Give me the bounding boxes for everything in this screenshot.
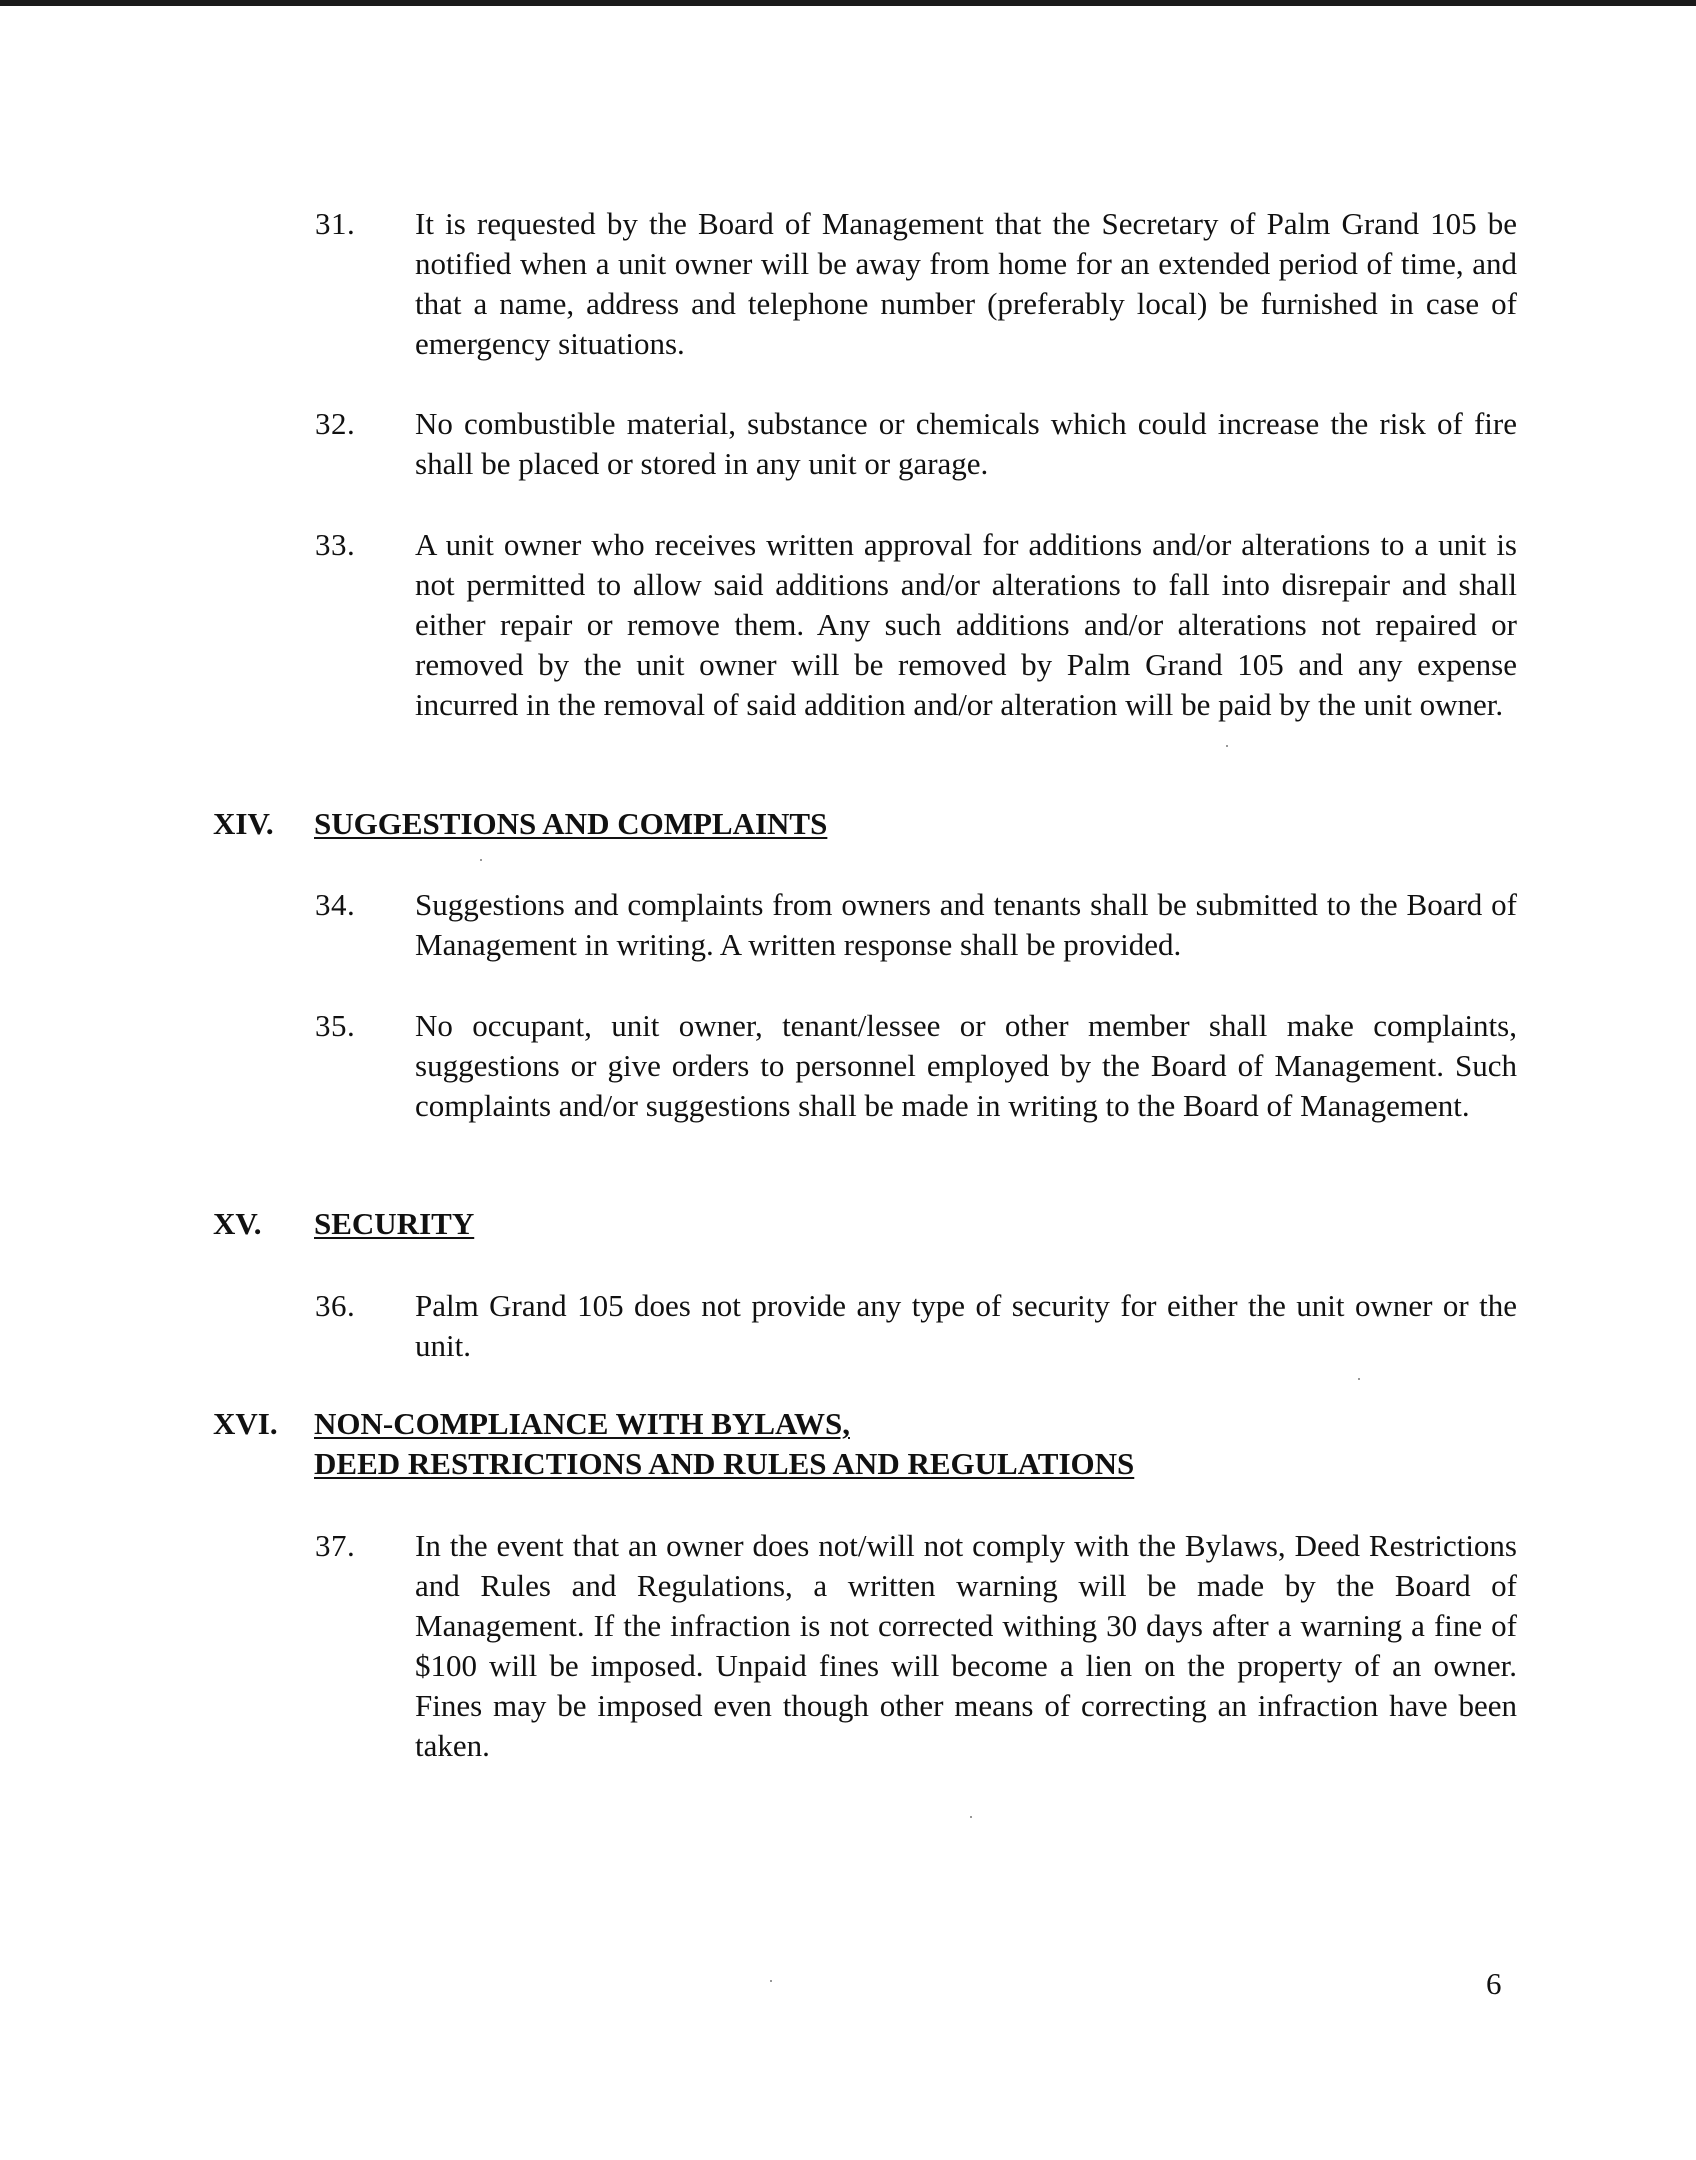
rule-text: In the event that an owner does not/will not comply with the Bylaws, Deed Restrictions and Rules and Regulations, a written warning will be made by the Board of Management. If the infraction is not corrected withing 30 days after a warning a fine of $100 will be imposed. Unpaid fines will become a lien on the property of an owner. Fines may be imposed even though other means of correcting an infraction have been taken. bbox=[415, 1528, 1517, 1763]
rule-text: No combustible material, substance or chemicals which could increase the risk of fire shall be placed or stored in any unit or garage. bbox=[415, 406, 1517, 481]
rule-number: 37. bbox=[315, 1528, 356, 1563]
rule-text: It is requested by the Board of Management that the Secretary of Palm Grand 105 be notified when a unit owner will be away from home for an extended period of time, and that a name, address and telephone number (preferably local) be furnished in case of emergency situations. bbox=[415, 206, 1517, 361]
scan-speck bbox=[770, 1980, 772, 1982]
rule-number: 32. bbox=[315, 406, 356, 441]
scan-speck bbox=[1358, 1378, 1360, 1380]
section-title: SUGGESTIONS AND COMPLAINTS bbox=[314, 806, 828, 841]
scan-speck bbox=[970, 1816, 972, 1818]
rule-text: Suggestions and complaints from owners and tenants shall be submitted to the Board of Management in writing. A written response shall be provided. bbox=[415, 887, 1517, 962]
scan-speck bbox=[480, 859, 482, 861]
page-number: 6 bbox=[1486, 1966, 1502, 2001]
rule-number: 36. bbox=[315, 1288, 356, 1323]
rule-number: 31. bbox=[315, 206, 356, 241]
rule-number: 34. bbox=[315, 887, 356, 922]
section-title-line1: NON-COMPLIANCE WITH BYLAWS, bbox=[314, 1406, 850, 1441]
section-number: XVI. bbox=[213, 1406, 278, 1441]
rule-text: A unit owner who receives written approval for additions and/or alterations to a unit is not permitted to allow said additions and/or alterations to fall into disrepair and shall either repair or remove them. Any such additions and/or alterations not repaired or removed by the unit owner will be removed by Palm Grand 105 and any expense incurred in the removal of said addition and/or alteration will be paid by the unit owner. bbox=[415, 527, 1517, 722]
section-number: XV. bbox=[213, 1206, 262, 1241]
section-number: XIV. bbox=[213, 806, 274, 841]
section-title-line2: DEED RESTRICTIONS AND RULES AND REGULATIONS bbox=[314, 1446, 1135, 1481]
rule-number: 35. bbox=[315, 1008, 356, 1043]
scan-speck bbox=[1226, 745, 1228, 747]
rule-text: Palm Grand 105 does not provide any type of security for either the unit owner or the unit. bbox=[415, 1288, 1517, 1363]
section-title: SECURITY bbox=[314, 1206, 475, 1241]
rule-text: No occupant, unit owner, tenant/lessee or other member shall make complaints, suggestions or give orders to personnel employed by the Board of Management. Such complaints and/or suggestions shall be made in writing to the Board of Management. bbox=[415, 1008, 1517, 1123]
rule-number: 33. bbox=[315, 527, 356, 562]
